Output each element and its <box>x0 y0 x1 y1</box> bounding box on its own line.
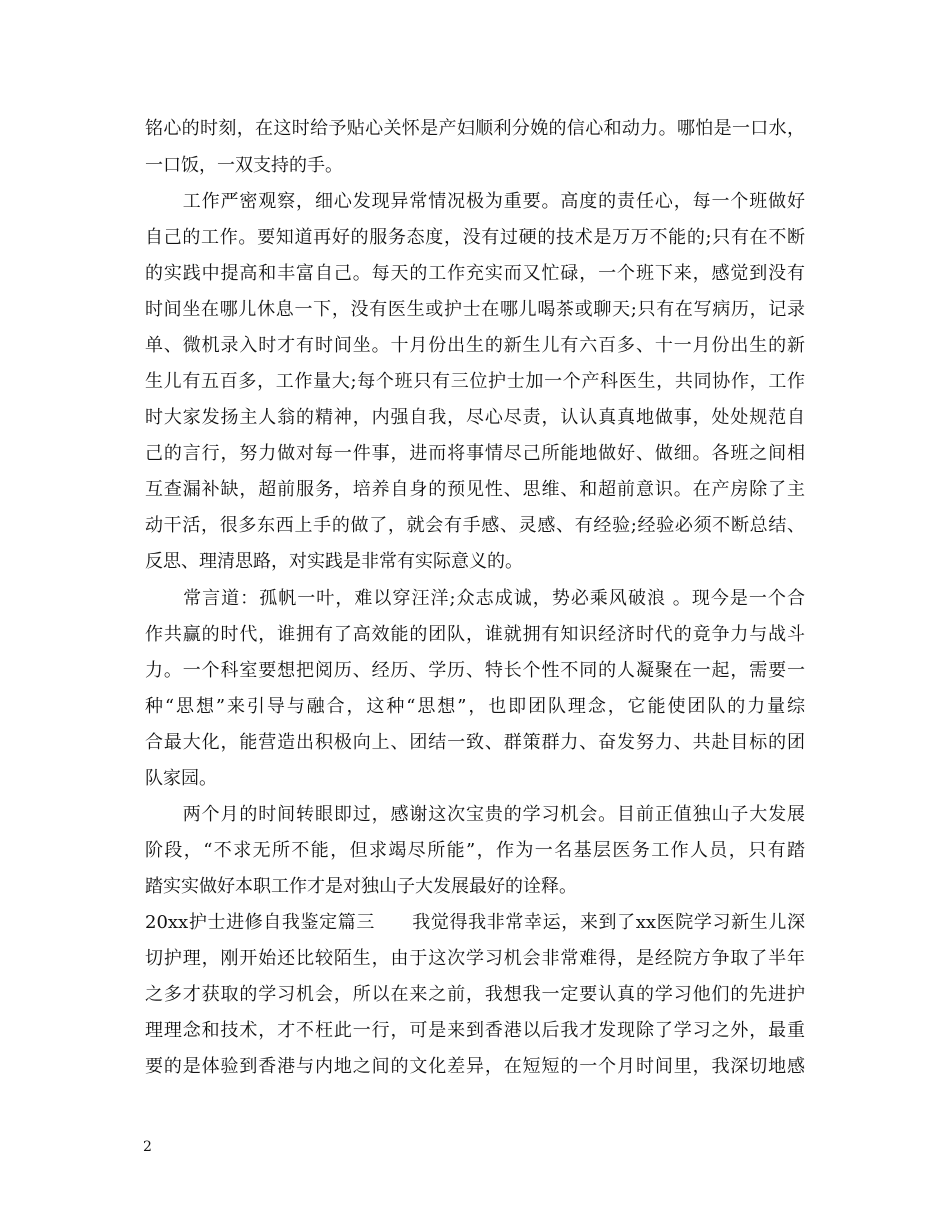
text-line: 种“思想”来引导与融合，这种“思想”，也即团队理念，它能使团队的力量综 <box>145 696 805 717</box>
text-line: 20xx护士进修自我鉴定篇三 我觉得我非常幸运，来到了xx医院学习新生儿深 <box>145 912 805 933</box>
text-line: 两个月的时间转眼即过，感谢这次宝贵的学习机会。目前正值独山子大发展 <box>145 804 805 825</box>
page-number: 2 <box>143 1139 152 1155</box>
text-line: 反思、理清思路，对实践是非常有实际意义的。 <box>145 551 523 572</box>
text-line: 踏实实做好本职工作才是对独山子大发展最好的诠释。 <box>145 876 577 897</box>
text-line: 自己的工作。要知道再好的服务态度，没有过硬的技术是万万不能的;只有在不断 <box>145 227 805 248</box>
text-line: 之多才获取的学习机会，所以在来之前，我想我一定要认真的学习他们的先进护 <box>145 984 805 1005</box>
text-line: 铭心的时刻，在这时给予贴心关怀是产妇顺利分娩的信心和动力。哪怕是一口水， <box>145 118 805 139</box>
text-line: 切护理，刚开始还比较陌生，由于这次学习机会非常难得，是经院方争取了半年 <box>145 948 805 969</box>
text-line: 常言道：孤帆一叶，难以穿汪洋;众志成诚，势必乘风破浪 。现今是一个合 <box>145 588 805 609</box>
text-line: 作共赢的时代，谁拥有了高效能的团队，谁就拥有知识经济时代的竟争力与战斗 <box>145 624 805 645</box>
text-line: 时间坐在哪儿休息一下，没有医生或护士在哪儿喝茶或聊天;只有在写病历，记录 <box>145 299 805 320</box>
text-line: 单、微机录入时才有时间坐。十月份出生的新生儿有六百多、十一月份出生的新 <box>145 335 805 356</box>
text-line: 要的是体验到香港与内地之间的文化差异，在短短的一个月时间里，我深切地感 <box>145 1056 805 1077</box>
text-line: 工作严密观察，细心发现异常情况极为重要。高度的责任心，每一个班做好 <box>145 191 805 212</box>
text-line: 互查漏补缺，超前服务，培养自身的预见性、思维、和超前意识。在产房除了主 <box>145 479 805 500</box>
text-line: 生儿有五百多，工作量大;每个班只有三位护士加一个产科医生，共同协作，工作 <box>145 371 805 392</box>
text-line: 动干活，很多东西上手的做了，就会有手感、灵感、有经验;经验必须不断总结、 <box>145 515 805 536</box>
text-line: 队家园。 <box>145 768 217 789</box>
text-line: 理理念和技术，才不枉此一行，可是来到香港以后我才发现除了学习之外，最重 <box>145 1020 805 1041</box>
text-line: 的实践中提高和丰富自己。每天的工作充实而又忙碌，一个班下来，感觉到没有 <box>145 263 805 284</box>
text-line: 己的言行，努力做对每一件事，进而将事情尽己所能地做好、做细。各班之间相 <box>145 443 805 464</box>
text-line: 阶段，“不求无所不能，但求竭尽所能”，作为一名基层医务工作人员，只有踏 <box>145 840 805 861</box>
text-line: 力。一个科室要想把阅历、经历、学历、特长个性不同的人凝聚在一起，需要一 <box>145 660 805 681</box>
text-line: 合最大化，能营造出积极向上、团结一致、群策群力、奋发努力、共赴目标的团 <box>145 732 805 753</box>
text-line: 时大家发扬主人翁的精神，内强自我，尽心尽责，认认真真地做事，处处规范自 <box>145 407 805 428</box>
text-line: 一口饭，一双支持的手。 <box>145 155 343 176</box>
